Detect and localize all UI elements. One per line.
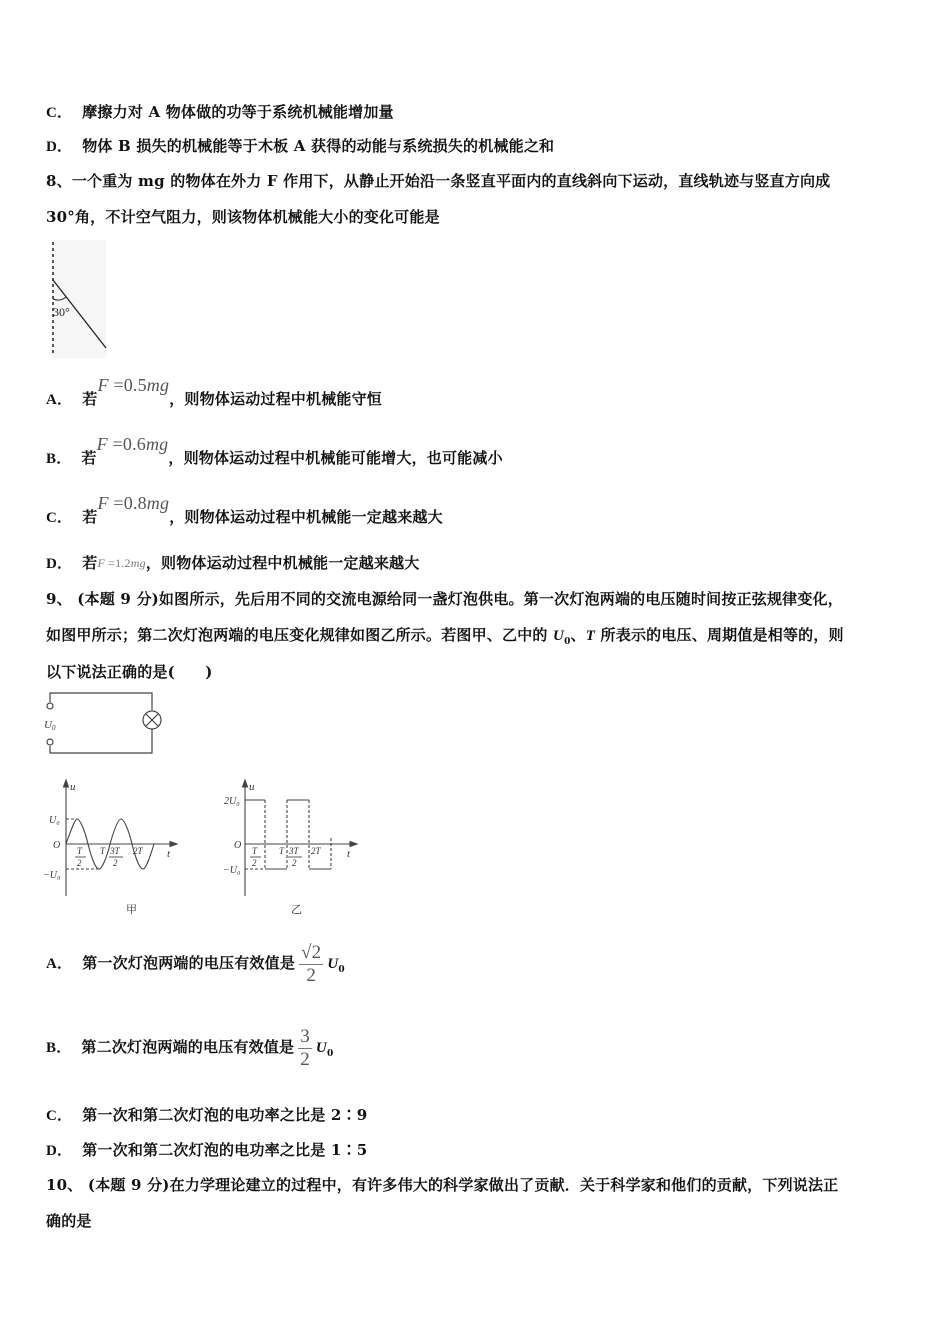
- option-text: ，则物体运动过程中机械能可能增大，也可能减小: [168, 449, 503, 467]
- option-text: 第一次和第二次灯泡的电功率之比是 2∶9: [82, 1106, 368, 1124]
- svg-text:t: t: [167, 848, 171, 860]
- svg-text:T: T: [100, 846, 106, 856]
- option-letter: A．: [46, 392, 73, 408]
- q9-option-a: A． 第一次灯泡两端的电压有效值是 $\frac{√2}{2}$ $U_0$: [46, 941, 345, 986]
- option-letter: B．: [46, 451, 72, 467]
- option-prefix: 若: [82, 554, 98, 572]
- formula: F =1.2mg: [97, 556, 146, 570]
- formula: F =0.8mg: [97, 493, 170, 513]
- q8-option-d: [46, 553, 419, 574]
- option-prefix: 若: [82, 508, 98, 526]
- svg-text:O: O: [53, 840, 61, 851]
- q7-option-d: [46, 136, 554, 157]
- option-prefix: 若: [81, 449, 97, 467]
- option-letter: C．: [46, 105, 73, 121]
- option-letter: D．: [46, 556, 73, 572]
- svg-text:u: u: [70, 781, 76, 793]
- svg-text:2U₀: 2U₀: [224, 796, 240, 807]
- svg-text:3T: 3T: [289, 846, 299, 856]
- svg-text:T: T: [77, 846, 83, 856]
- svg-text:T: T: [279, 846, 285, 856]
- svg-text:u: u: [249, 781, 255, 793]
- q9-stem-line3: 以下说法正确的是( ): [46, 663, 213, 681]
- svg-text:−U₀: −U₀: [43, 870, 61, 881]
- option-prefix: 若: [82, 390, 98, 408]
- formula: F =0.6mg: [96, 434, 169, 454]
- circuit-diagram: [44, 690, 169, 756]
- q8-stem-line2: 30°角，不计空气阻力，则该物体机械能大小的变化可能是: [46, 208, 440, 226]
- terminal-top: [47, 703, 53, 709]
- svg-text:2: 2: [77, 858, 82, 868]
- option-text: ，则物体运动过程中机械能一定越来越大: [145, 554, 420, 572]
- angle-label: 30°: [53, 305, 70, 319]
- option-letter: D．: [46, 1143, 73, 1159]
- graph-caption: 甲: [126, 904, 137, 916]
- svg-text:t: t: [347, 848, 351, 860]
- option-letter: A．: [46, 956, 73, 972]
- terminal-bottom: [47, 739, 53, 745]
- option-text: ，则物体运动过程中机械能守恒: [169, 390, 383, 408]
- option-letter: D．: [46, 139, 73, 155]
- q7-option-c: [46, 102, 394, 123]
- q9-option-b: B． 第二次灯泡两端的电压有效值是 $\frac{3}{2}$ $U_0$: [46, 1025, 334, 1070]
- svg-text:2T: 2T: [133, 846, 143, 856]
- formula: F =0.5mg: [97, 375, 170, 395]
- q9-option-d: [46, 1140, 367, 1161]
- svg-text:−U₀: −U₀: [223, 865, 241, 876]
- option-letter: B．: [46, 1040, 72, 1056]
- svg-text:2: 2: [292, 858, 297, 868]
- option-text: 第一次灯泡两端的电压有效值是: [82, 954, 296, 972]
- fraction: $\frac{√2}{2}$: [301, 941, 322, 986]
- option-letter: C．: [46, 510, 73, 526]
- q8-option-b: [46, 434, 503, 469]
- option-text: 物体 B 损失的机械能等于木板 A 获得的动能与系统损失的机械能之和: [82, 137, 555, 155]
- graph-jia-sine: [40, 778, 190, 923]
- graph-yi-square: [215, 778, 365, 923]
- svg-text:T: T: [252, 846, 258, 856]
- option-text: 摩擦力对 A 物体做的功等于系统机械能增加量: [82, 103, 394, 121]
- option-text: 第二次灯泡两端的电压有效值是: [81, 1038, 295, 1056]
- option-text: 第一次和第二次灯泡的电功率之比是 1∶5: [82, 1141, 368, 1159]
- q10-stem-line2: 确的是: [46, 1212, 92, 1230]
- source-label: U0: [44, 719, 56, 732]
- option-letter: C．: [46, 1108, 73, 1124]
- svg-text:2: 2: [113, 858, 118, 868]
- svg-text:2T: 2T: [311, 846, 321, 856]
- q8-stem-line1: 8、一个重为 mg 的物体在外力 F 作用下，从静止开始沿一条竖直平面内的直线斜向下运动，直线轨迹与竖直方向成: [46, 172, 831, 190]
- q9-stem-line1: 9、 (本题 9 分)如图所示，先后用不同的交流电源给同一盏灯泡供电。第一次灯泡两端的电压随时间按正弦规律变化，: [46, 590, 843, 608]
- fraction: $\frac{3}{2}$: [300, 1025, 310, 1070]
- q8-option-a: [46, 375, 383, 410]
- svg-text:2: 2: [252, 858, 257, 868]
- q9-option-c: [46, 1105, 367, 1126]
- q10-stem-line1: 10、 (本题 9 分)在力学理论建立的过程中，有许多伟大的科学家做出了贡献．关于科学家和他们的贡献，下列说法正: [46, 1176, 839, 1194]
- q8-option-c: [46, 493, 443, 528]
- option-text: ，则物体运动过程中机械能一定越来越大: [169, 508, 443, 526]
- svg-text:O: O: [234, 840, 242, 851]
- q9-stem-line2: 如图甲所示；第二次灯泡两端的电压变化规律如图乙所示。若图甲、乙中的 $U_0$、T 所表示的电压、周期值是相等的，则: [46, 626, 844, 647]
- svg-text:3T: 3T: [110, 846, 120, 856]
- q8-incline-figure: [48, 240, 110, 358]
- svg-text:U₀: U₀: [49, 815, 60, 826]
- graph-caption: 乙: [291, 904, 302, 916]
